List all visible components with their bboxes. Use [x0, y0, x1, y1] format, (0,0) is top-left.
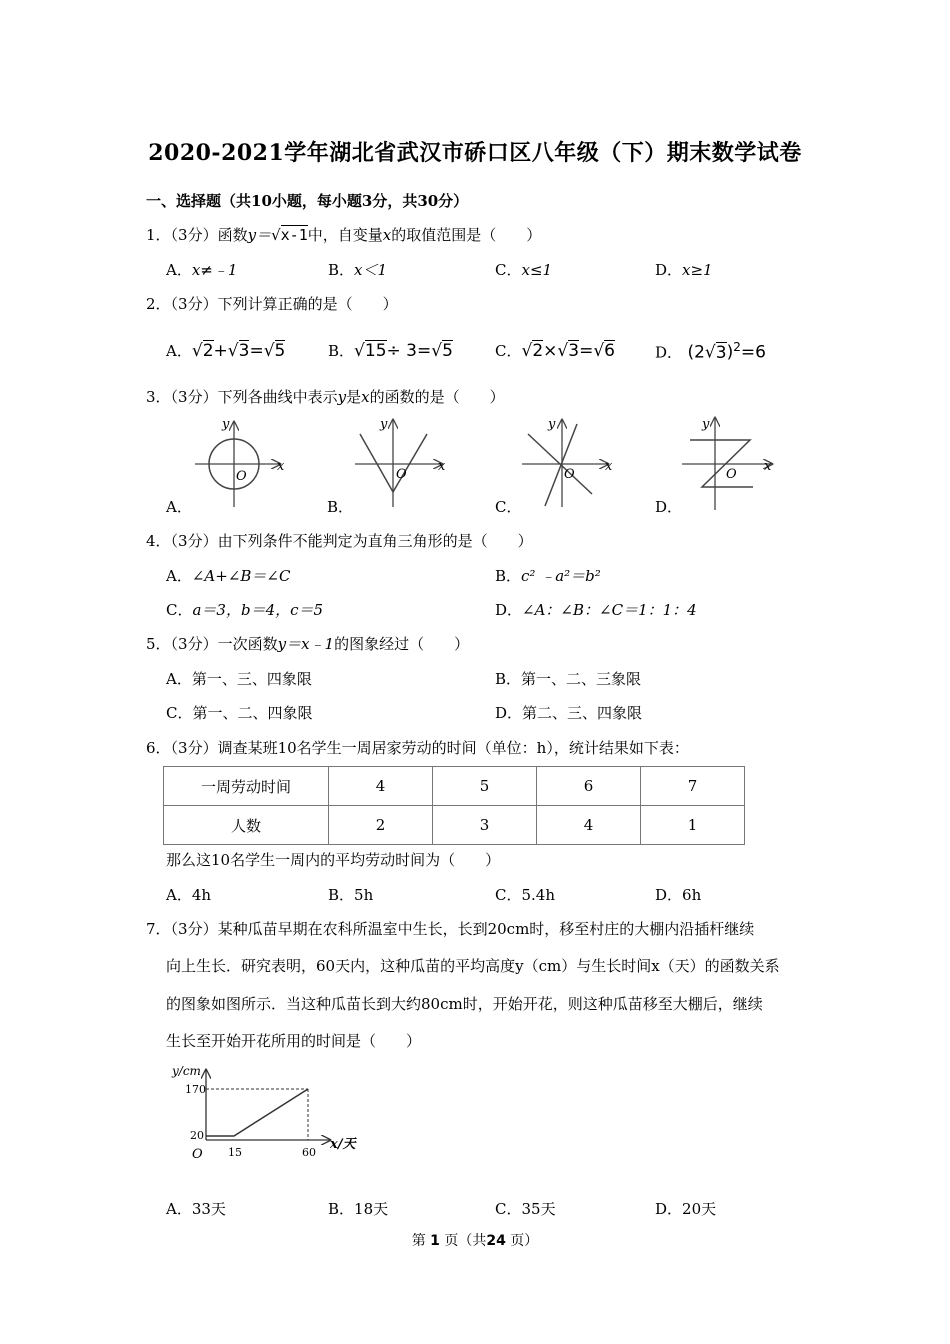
tick-20: 20 — [190, 1129, 204, 1142]
page-title: 2020-2021学年湖北省武汉市硚口区八年级（下）期末数学试卷 — [148, 140, 802, 166]
question-7-line-2: 向上生长．研究表明，60天内，这种瓜苗的平均高度y（cm）与生长时间x（天）的函数关系 — [166, 957, 780, 975]
svg-text:C．: C． — [495, 498, 522, 516]
y-axis-label: y/cm — [172, 1064, 201, 1078]
table-row: 人数 2 3 4 1 — [164, 806, 745, 845]
svg-text:O: O — [396, 467, 407, 482]
table-row: 一周劳动时间 4 5 6 7 — [164, 767, 745, 806]
tick-170: 170 — [185, 1083, 206, 1096]
q2-option-a[interactable]: A．√2+√3=√5 — [166, 341, 286, 361]
q4-option-a[interactable]: A．∠A+∠B＝∠C — [166, 567, 291, 585]
tick-60: 60 — [302, 1146, 316, 1159]
svg-text:B．: B． — [327, 498, 354, 516]
q2-option-d[interactable]: D． $(2√3)^2=6$ — [655, 340, 766, 363]
q7-option-c[interactable]: C．35天 — [495, 1200, 556, 1218]
question-1-stem: 1．（3分）函数y＝√x-1中，自变量x的取值范围是（ ） — [146, 226, 542, 244]
svg-text:A．: A． — [166, 498, 192, 516]
q5-option-d[interactable]: D．第二、三、四象限 — [495, 704, 643, 722]
svg-text:O: O — [726, 467, 737, 482]
q4-option-d[interactable]: D．∠A：∠B：∠C＝1：1：4 — [495, 601, 697, 619]
question-7-line-3: 的图象如图所示．当这种瓜苗长到大约80cm时，开始开花，则这种瓜苗移至大棚后，继续 — [166, 995, 763, 1013]
section-heading: 一、选择题（共10小题，每小题3分，共30分） — [146, 192, 469, 210]
question-6-followup: 那么这10名学生一周内的平均劳动时间为（ ） — [166, 851, 501, 869]
graph-c-cross — [495, 417, 613, 516]
q4-option-b[interactable]: B．c² ﹣a²＝b² — [495, 567, 601, 585]
question-3-stem: 3．（3分）下列各曲线中表示y是x的函数的是（ ） — [146, 388, 505, 406]
question-7-line-1: 7．（3分）某种瓜苗早期在农科所温室中生长，长到20cm时，移至村庄的大棚内沿插杆继续 — [146, 920, 755, 938]
q5-option-b[interactable]: B．第一、二、三象限 — [495, 670, 642, 688]
q4-option-c[interactable]: C．a＝3，b＝4，c＝5 — [166, 601, 324, 619]
svg-text:x: x — [764, 459, 772, 474]
q6-option-a[interactable]: A．4h — [166, 886, 212, 904]
question-2-stem: 2．（3分）下列计算正确的是（ ） — [146, 295, 398, 313]
q7-option-b[interactable]: B．18天 — [328, 1200, 389, 1218]
q5-option-c[interactable]: C．第一、二、四象限 — [166, 704, 313, 722]
q5-option-a[interactable]: A．第一、三、四象限 — [166, 670, 312, 688]
graph-b-v-shape — [327, 417, 446, 516]
svg-text:y: y — [380, 417, 388, 432]
q1-option-b[interactable]: B．x＜1 — [328, 261, 388, 279]
graph-d-z-shape — [655, 417, 772, 516]
question-7-line-4: 生长至开始开花所用的时间是（ ） — [166, 1032, 422, 1050]
q2-option-b[interactable]: B．√15÷ 3=√5 — [328, 341, 453, 361]
svg-text:O: O — [564, 467, 575, 482]
question-6-stem: 6．（3分）调查某班10名学生一周居家劳动的时间（单位：h），统计结果如下表： — [146, 739, 689, 757]
svg-text:y: y — [702, 417, 710, 432]
question-5-stem: 5．（3分）一次函数y＝x﹣1的图象经过（ ） — [146, 635, 470, 653]
tick-15: 15 — [228, 1146, 242, 1159]
x-axis-label: x/天 — [330, 1137, 356, 1152]
origin-label: O — [192, 1147, 203, 1162]
question-4-stem: 4．（3分）由下列条件不能判定为直角三角形的是（ ） — [146, 532, 533, 550]
svg-text:x: x — [605, 459, 613, 474]
page-footer: 第 1 页（共24 页） — [411, 1233, 539, 1249]
labor-time-table — [163, 766, 745, 845]
growth-line — [206, 1089, 308, 1136]
q1-option-c[interactable]: C．x≤1 — [495, 261, 553, 279]
svg-text:y: y — [222, 417, 230, 432]
q6-option-b[interactable]: B．5h — [328, 886, 374, 904]
q3-graphs — [150, 412, 810, 522]
svg-text:D．: D． — [655, 498, 683, 516]
q7-growth-graph — [160, 1060, 370, 1165]
svg-text:O: O — [236, 469, 247, 484]
q6-option-c[interactable]: C．5.4h — [495, 886, 555, 904]
sqrt-x-minus-1: √x-1 — [271, 226, 308, 244]
graph-a-circle — [165, 417, 285, 516]
q1-option-d[interactable]: D．x≥1 — [655, 261, 713, 279]
q2-option-c[interactable]: C．√2×√3=√6 — [495, 341, 615, 361]
q7-option-a[interactable]: A．33天 — [166, 1200, 226, 1218]
q7-option-d[interactable]: D．20天 — [655, 1200, 717, 1218]
svg-text:x: x — [438, 459, 446, 474]
svg-text:x: x — [277, 459, 285, 474]
q1-option-a[interactable]: A．x≠﹣1 — [166, 261, 238, 279]
q6-option-d[interactable]: D．6h — [655, 886, 702, 904]
svg-text:y: y — [548, 417, 556, 432]
